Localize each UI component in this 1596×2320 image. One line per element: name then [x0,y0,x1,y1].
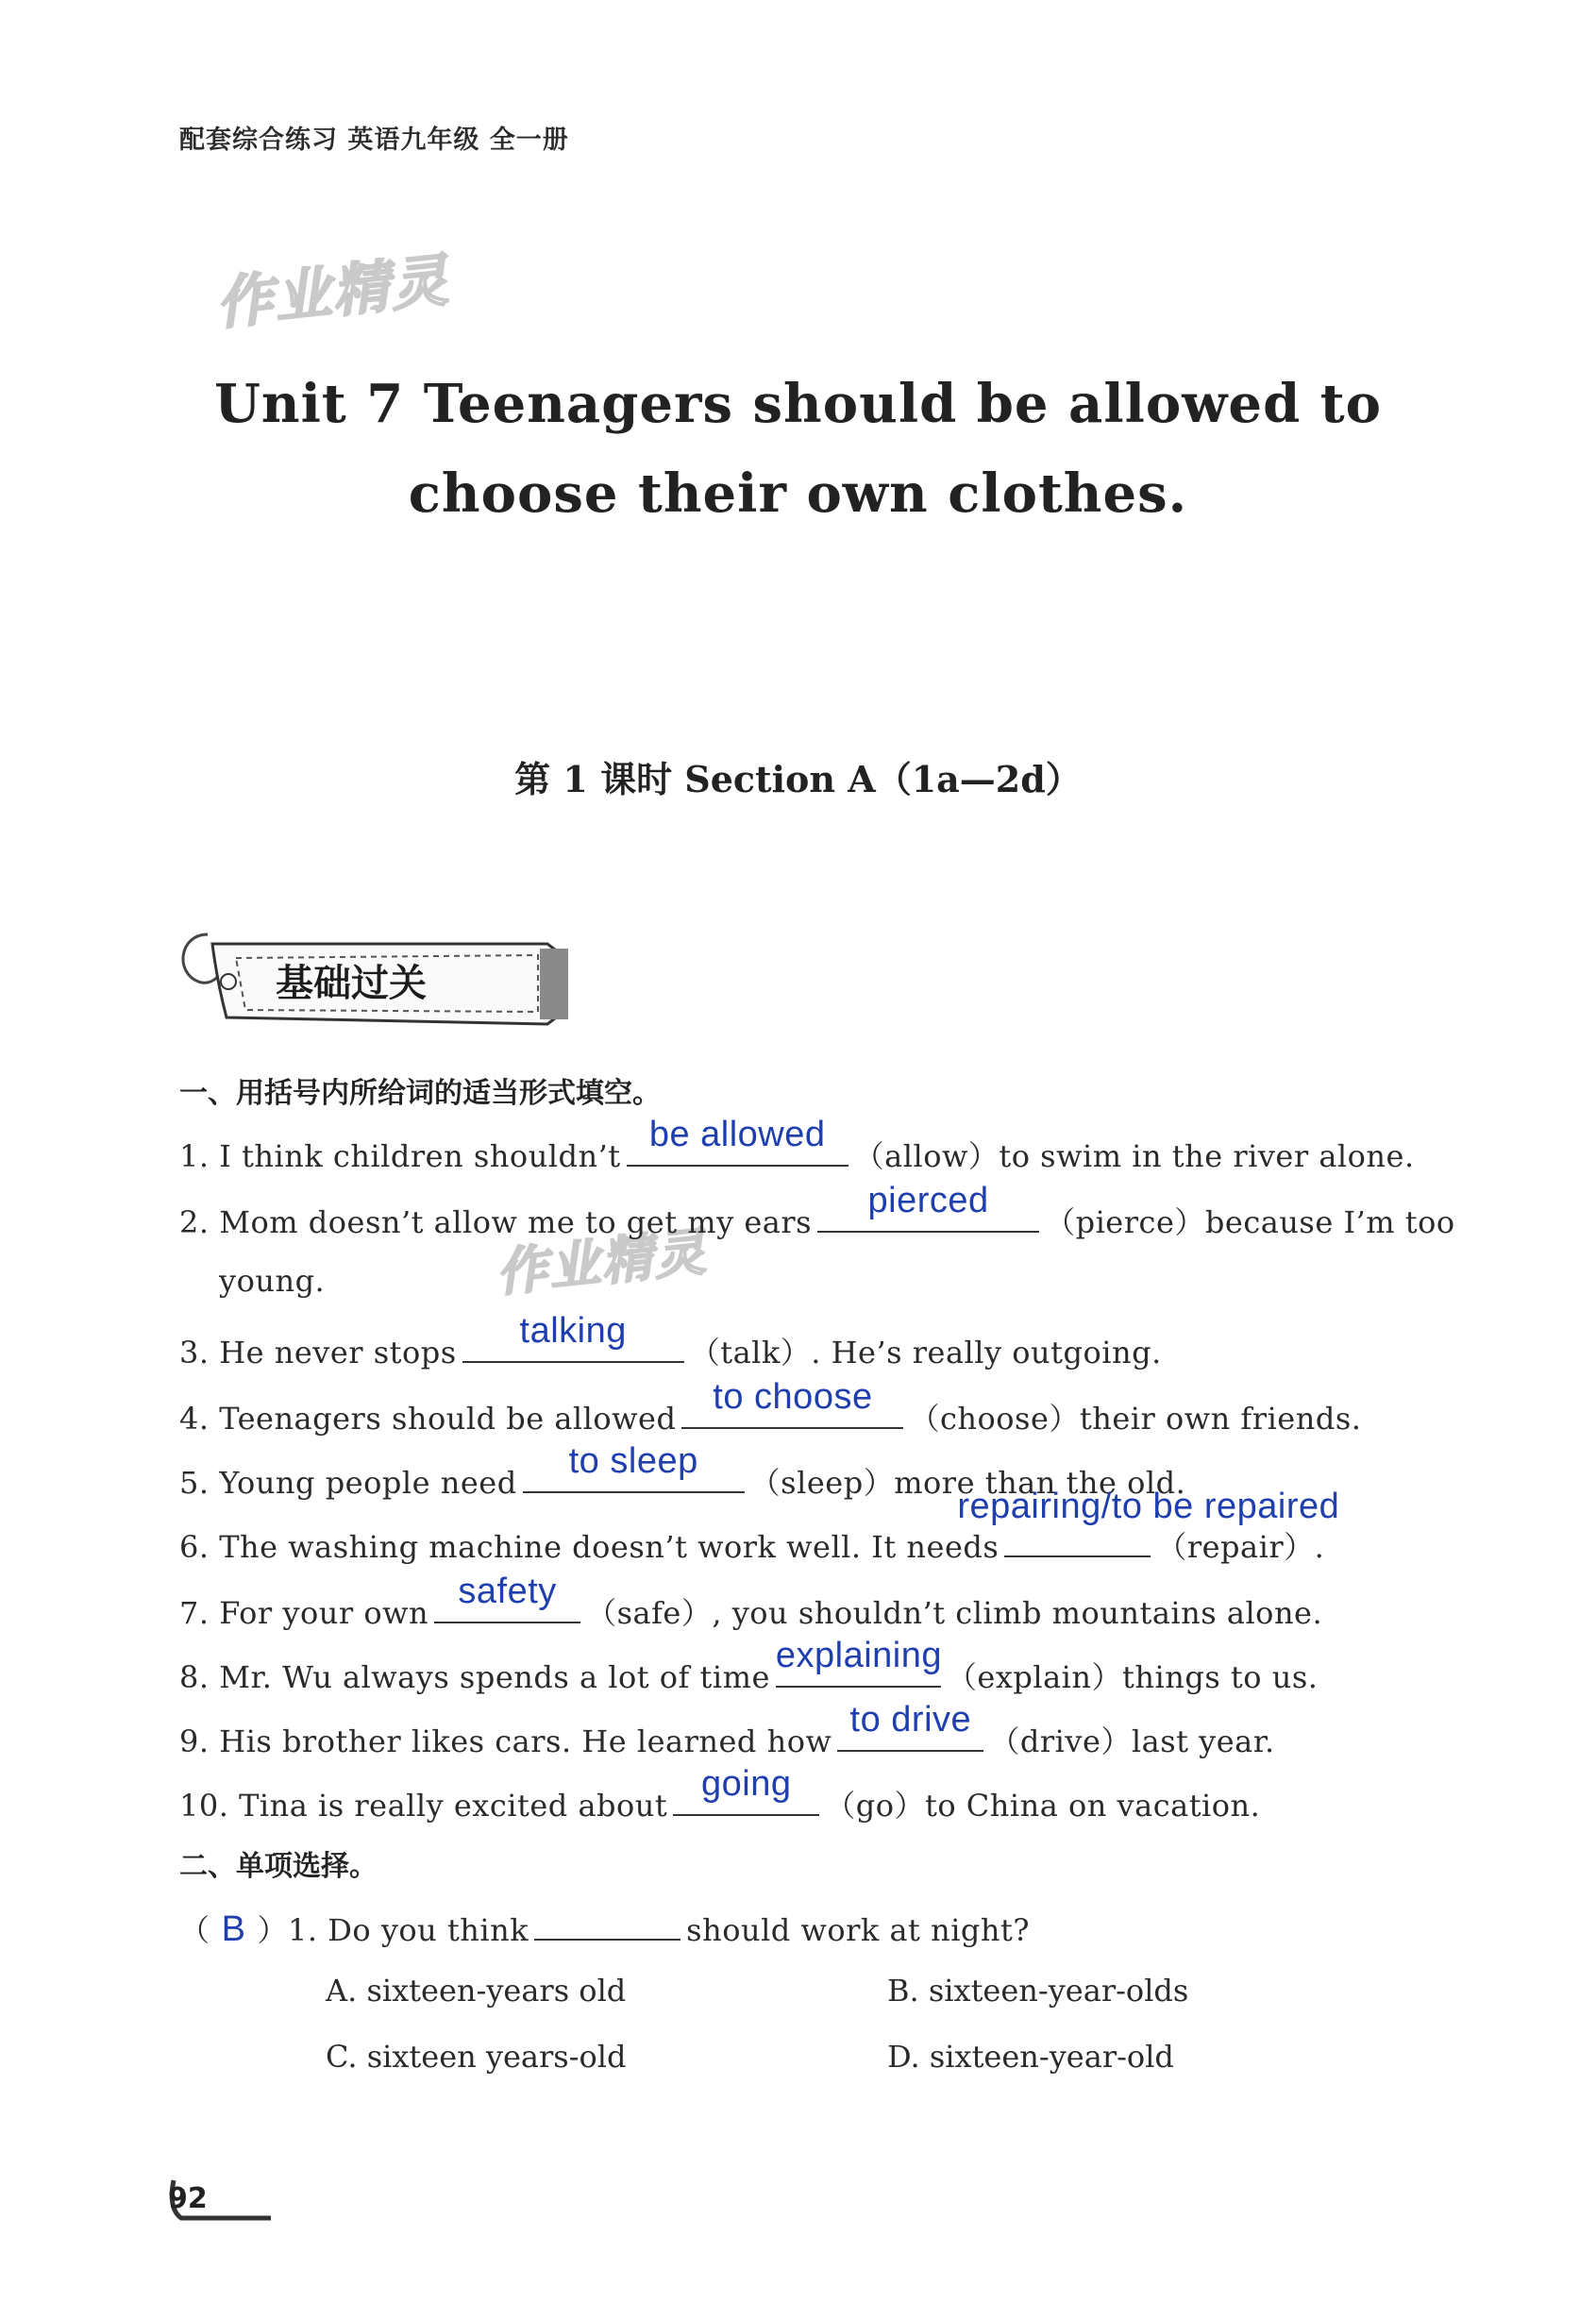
question-6: 6. The washing machine doesn’t work well. It needs repairing/to be repaired （repair）. [179,1487,1340,1565]
answer-blank: to choose [681,1395,903,1429]
question-1: 1. I think children shouldn’t be allowed （allow）to swim in the river alone. [179,1115,1415,1174]
option-b: B. sixteen-year-olds [887,1973,1189,2009]
answer-blank: to drive [837,1718,983,1752]
question-10: 10. Tina is really excited about going （go）to China on vacation. [179,1764,1261,1824]
watermark-logo-top: 作业精灵 [212,247,453,338]
option-a: A. sixteen-years old [326,1973,627,2009]
question-2: 2. Mom doesn’t allow me to get my ears pierced （pierce）because I’m too [179,1181,1455,1240]
answer-blank: be allowed [627,1133,848,1167]
option-d: D. sixteen-year-old [887,2039,1174,2075]
question-5: 5. Young people need to sleep （sleep）more than the old. [179,1441,1186,1501]
answer-blank: explaining [776,1654,941,1688]
watermark-logo-middle: 作业精灵 [493,1221,711,1303]
question-4: 4. Teenagers should be allowed to choose （choose）their own friends. [179,1377,1362,1437]
lesson-title: 第 1 课时 Section A（1a—2d） [514,758,1082,800]
answer-blank [534,1907,680,1941]
section-tag-label: 基础过关 [276,962,427,1005]
answer-blank: safety [434,1589,580,1623]
answer-blank: going [673,1782,819,1816]
unit-title-line2: choose their own clothes. [408,462,1188,525]
mc-question-1: （ B ）1. Do you think should work at night? [179,1907,1030,1950]
option-c: C. sixteen years-old [326,2039,627,2075]
question-3: 3. He never stops talking （talk）. He’s really outgoing. [179,1311,1162,1370]
question-8: 8. Mr. Wu always spends a lot of time explaining （explain）things to us. [179,1636,1319,1695]
question-9: 9. His brother likes cars. He learned how to drive （drive）last year. [179,1700,1275,1759]
answer-blank: talking [462,1329,684,1363]
book-header: 配套综合练习 英语九年级 全一册 [179,126,569,155]
question-7: 7. For your own safety （safe）, you shouldn’t climb mountains alone. [179,1572,1323,1631]
question-2-continued: young. [219,1263,326,1299]
part2-heading: 二、单项选择。 [179,1850,378,1883]
part1-heading: 一、用括号内所给词的适当形式填空。 [179,1077,661,1110]
page-number: 92 [168,2182,208,2215]
answer-blank: repairing/to be repaired [1004,1523,1151,1557]
answer-blank: pierced [817,1199,1039,1233]
mc-answer: B [221,1909,246,1949]
unit-title-line1: Unit 7 Teenagers should be allowed to [214,373,1382,435]
answer-blank: to sleep [523,1459,745,1493]
